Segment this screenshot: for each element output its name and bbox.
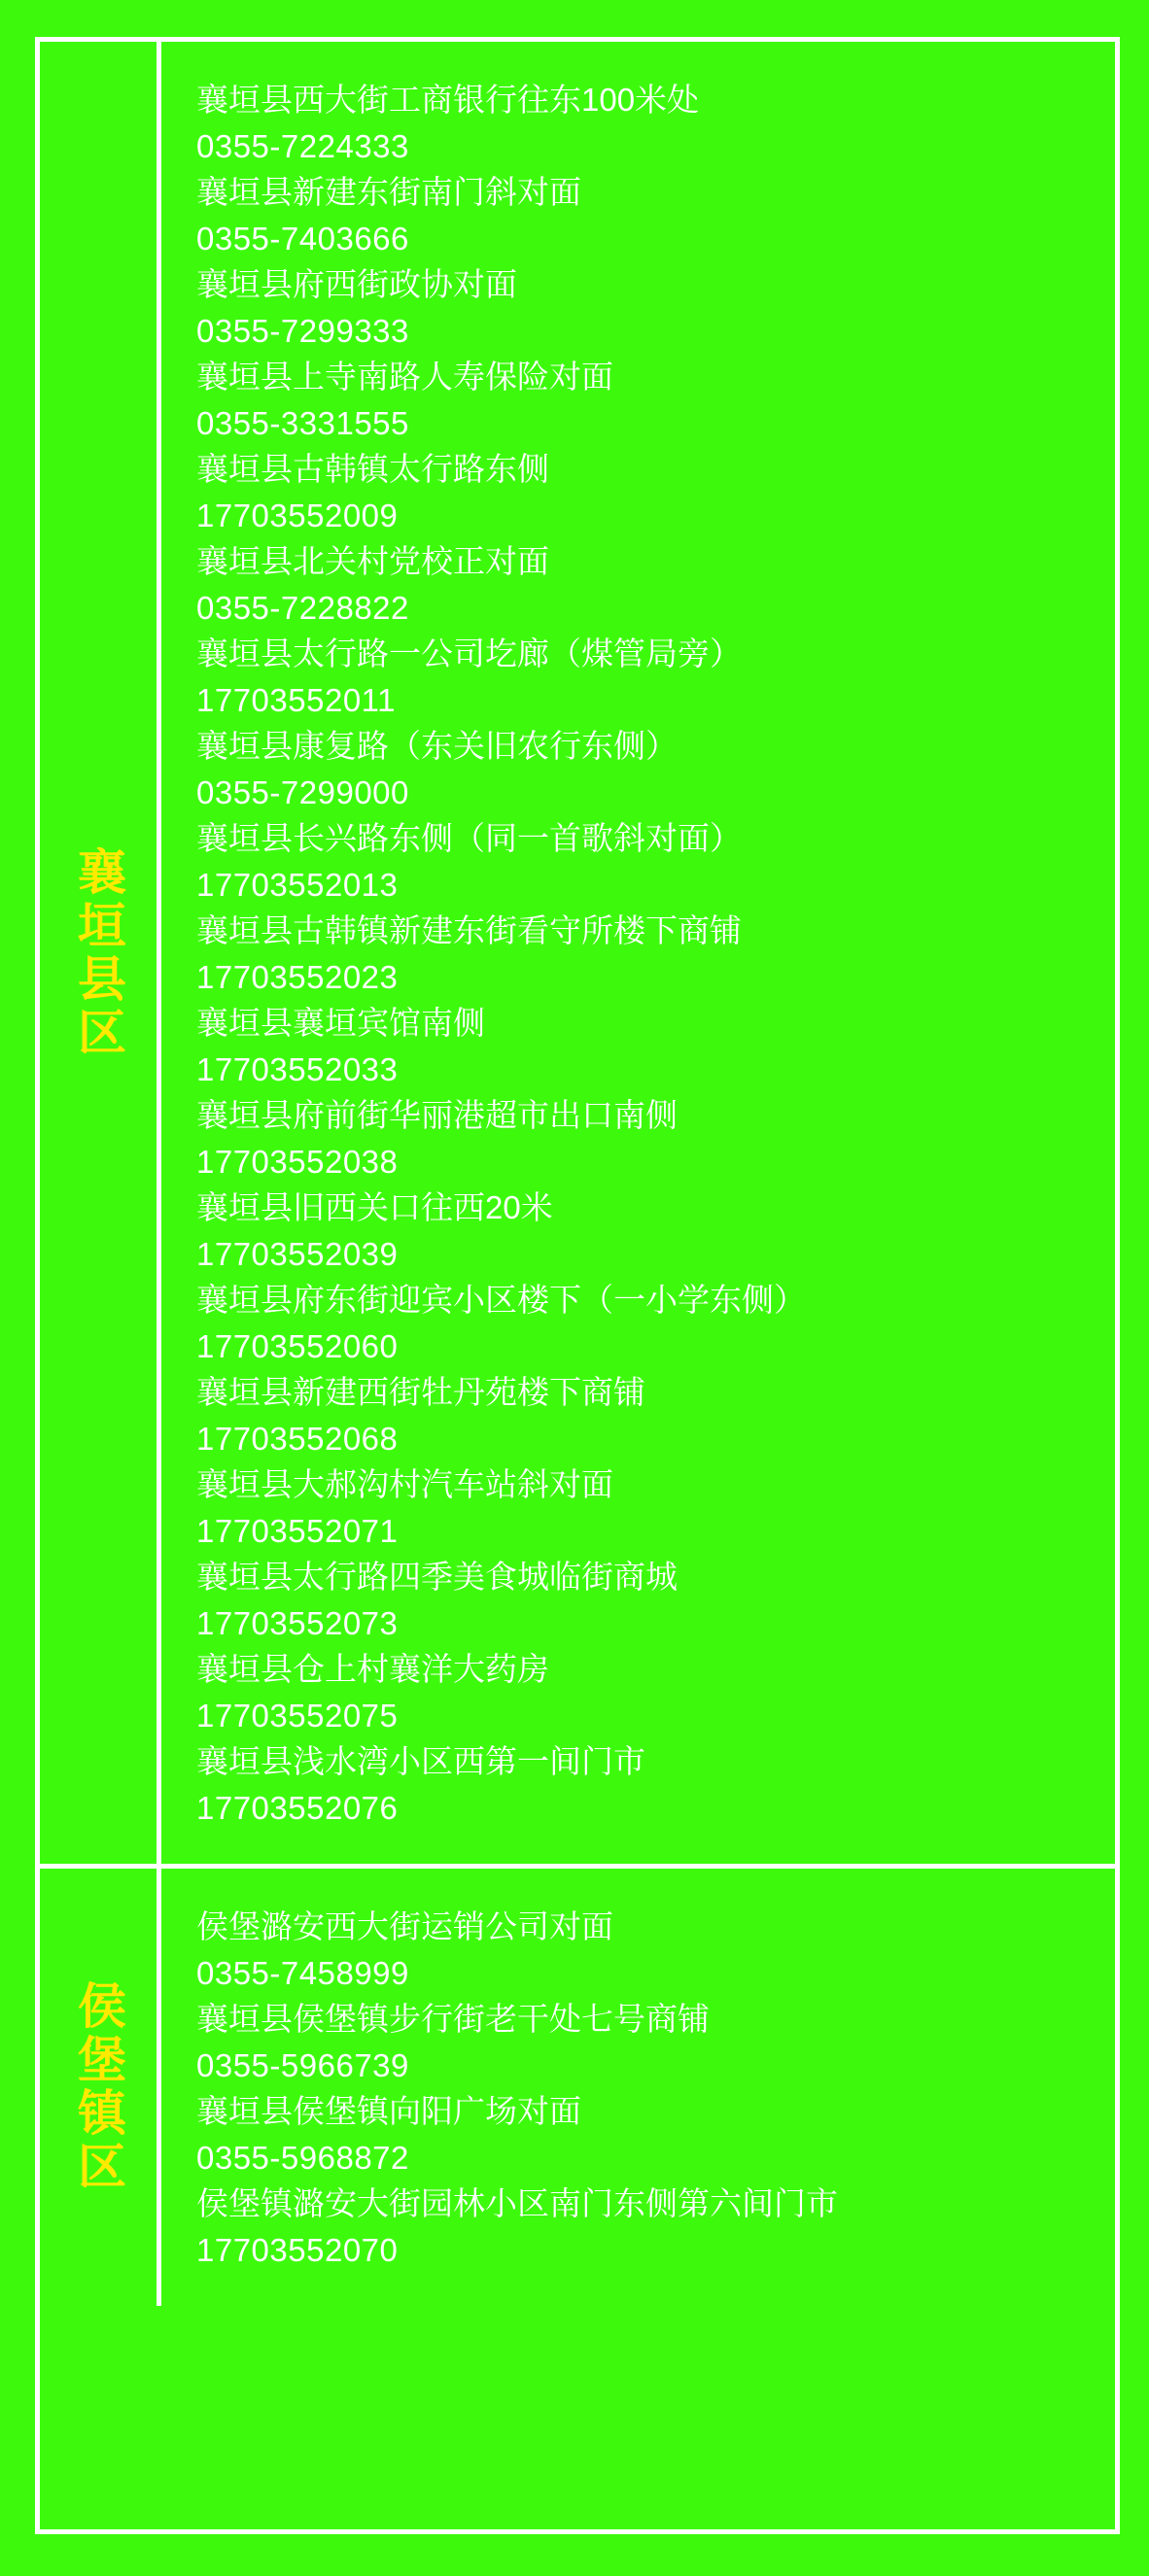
category-label: 侯堡镇区 bbox=[71, 1980, 125, 2194]
table-row bbox=[40, 42, 1115, 1864]
store-address: 襄垣县康复路（东关旧农行东侧） bbox=[196, 728, 678, 764]
store-directory-table bbox=[35, 37, 1120, 2534]
store-phone: 0355-5968872 bbox=[196, 2139, 409, 2176]
store-phone: 0355-7458999 bbox=[196, 1954, 409, 1991]
list-item bbox=[196, 446, 1115, 538]
store-address: 襄垣县西大街工商银行往东100米处 bbox=[196, 82, 700, 118]
store-address: 侯堡潞安西大街运销公司对面 bbox=[196, 1908, 613, 1944]
store-address: 襄垣县府前街华丽港超市出口南侧 bbox=[196, 1097, 678, 1133]
list-item bbox=[196, 1000, 1115, 1092]
store-phone: 17703552071 bbox=[196, 1512, 399, 1549]
store-address: 襄垣县新建东街南门斜对面 bbox=[196, 174, 581, 210]
list-item bbox=[196, 723, 1115, 815]
store-phone: 17703552033 bbox=[196, 1050, 399, 1087]
store-phone: 0355-7224333 bbox=[196, 127, 409, 164]
store-phone: 17703552070 bbox=[196, 2231, 399, 2268]
list-item bbox=[196, 1277, 1115, 1369]
list-item bbox=[196, 1461, 1115, 1554]
store-address: 襄垣县古韩镇太行路东侧 bbox=[196, 451, 549, 487]
list-item bbox=[196, 169, 1115, 261]
list-item bbox=[196, 1185, 1115, 1277]
store-address: 襄垣县襄垣宾馆南侧 bbox=[196, 1005, 485, 1041]
table-row bbox=[40, 1864, 1115, 2306]
store-phone: 17703552009 bbox=[196, 497, 399, 533]
store-address: 襄垣县侯堡镇步行街老干处七号商铺 bbox=[196, 2001, 710, 2037]
store-address: 襄垣县太行路一公司圪廊（煤管局旁） bbox=[196, 635, 742, 671]
store-address: 襄垣县仓上村襄洋大药房 bbox=[196, 1651, 549, 1687]
store-phone: 0355-5966739 bbox=[196, 2046, 409, 2083]
list-item bbox=[196, 1996, 1115, 2088]
list-item bbox=[196, 1092, 1115, 1185]
store-address: 襄垣县古韩镇新建东街看守所楼下商铺 bbox=[196, 912, 742, 948]
store-address: 襄垣县北关村党校正对面 bbox=[196, 543, 549, 579]
store-phone: 0355-3331555 bbox=[196, 404, 409, 441]
list-item bbox=[196, 354, 1115, 446]
store-address: 襄垣县上寺南路人寿保险对面 bbox=[196, 359, 613, 395]
list-item bbox=[196, 1554, 1115, 1646]
store-phone: 0355-7228822 bbox=[196, 589, 409, 626]
store-address: 襄垣县长兴路东侧（同一首歌斜对面） bbox=[196, 820, 742, 856]
list-item bbox=[196, 631, 1115, 723]
list-item bbox=[196, 1738, 1115, 1831]
store-phone: 0355-7299000 bbox=[196, 773, 409, 810]
store-address: 襄垣县府西街政协对面 bbox=[196, 266, 517, 302]
store-phone: 17703552013 bbox=[196, 866, 399, 903]
store-address: 襄垣县浅水湾小区西第一间门市 bbox=[196, 1743, 645, 1779]
store-phone: 0355-7403666 bbox=[196, 220, 409, 257]
store-address: 襄垣县大郝沟村汽车站斜对面 bbox=[196, 1466, 613, 1502]
list-item bbox=[196, 2181, 1115, 2273]
store-phone: 17703552060 bbox=[196, 1327, 399, 1364]
store-phone: 17703552039 bbox=[196, 1235, 399, 1272]
store-address: 襄垣县新建西街牡丹苑楼下商铺 bbox=[196, 1374, 645, 1410]
store-address: 襄垣县太行路四季美食城临街商城 bbox=[196, 1559, 678, 1595]
list-item bbox=[196, 538, 1115, 631]
list-item bbox=[196, 815, 1115, 908]
store-address: 襄垣县侯堡镇向阳广场对面 bbox=[196, 2093, 581, 2129]
store-phone: 0355-7299333 bbox=[196, 312, 409, 349]
store-phone: 17703552076 bbox=[196, 1789, 399, 1826]
list-item bbox=[196, 261, 1115, 354]
store-phone: 17703552038 bbox=[196, 1143, 399, 1180]
store-phone: 17703552075 bbox=[196, 1697, 399, 1734]
list-item bbox=[196, 908, 1115, 1000]
store-phone: 17703552011 bbox=[196, 681, 396, 718]
store-address: 侯堡镇潞安大街园林小区南门东侧第六间门市 bbox=[196, 2185, 838, 2221]
store-address: 襄垣县旧西关口往西20米 bbox=[196, 1189, 553, 1225]
category-cell bbox=[40, 42, 161, 1864]
category-cell bbox=[40, 1869, 161, 2306]
list-item bbox=[196, 1369, 1115, 1461]
store-list bbox=[161, 42, 1115, 1864]
store-address: 襄垣县府东街迎宾小区楼下（一小学东侧） bbox=[196, 1282, 806, 1318]
store-phone: 17703552073 bbox=[196, 1604, 399, 1641]
store-phone: 17703552023 bbox=[196, 958, 399, 995]
category-label: 襄垣县区 bbox=[71, 845, 125, 1060]
list-item bbox=[196, 77, 1115, 169]
list-item bbox=[196, 1646, 1115, 1738]
store-phone: 17703552068 bbox=[196, 1420, 399, 1457]
list-item bbox=[196, 2088, 1115, 2181]
store-list bbox=[161, 1869, 1115, 2306]
list-item bbox=[196, 1904, 1115, 1996]
